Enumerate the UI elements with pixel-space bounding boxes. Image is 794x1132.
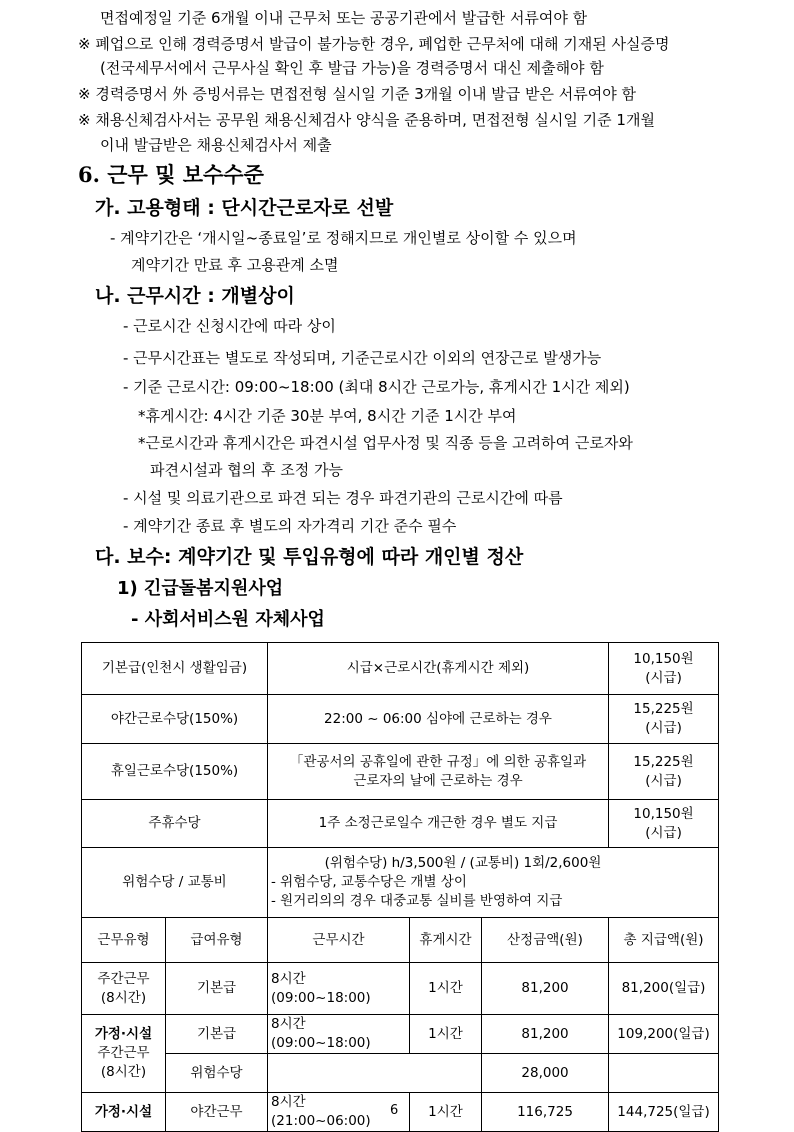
- calc-amount: 28,000: [482, 1054, 609, 1093]
- text-line: (전국세무서에서 근무사실 확인 후 발급 가능)을 경력증명서 대신 제출해야 함: [100, 59, 604, 77]
- table-row: [82, 1015, 719, 1054]
- subsection-heading: 가. 고용형태 : 단시간근로자로 선발: [95, 197, 394, 219]
- total-amount: 81,200(일급): [609, 963, 719, 1015]
- pay-item-amount: 10,150원 (시급): [609, 643, 719, 695]
- pay-item-name: 주휴수당: [82, 800, 268, 848]
- text-line: 면접예정일 기준 6개월 이내 근무처 또는 공공기관에서 발급한 서류여야 함: [100, 9, 588, 27]
- column-header: 근무유형: [82, 918, 166, 963]
- table-header-row: [82, 918, 719, 963]
- rest-time: 1시간: [410, 963, 482, 1015]
- table-row: [82, 1093, 719, 1132]
- table-row: [82, 848, 719, 918]
- column-header: 산정금액(원): [482, 918, 609, 963]
- work-type: 주간근무 (8시간): [82, 963, 166, 1015]
- work-type: 가정·시설: [82, 1093, 166, 1132]
- column-header: 급여유형: [166, 918, 268, 963]
- table-row: [82, 963, 719, 1015]
- pay-item-desc: 1주 소정근로일수 개근한 경우 별도 지급: [268, 800, 609, 848]
- total-amount: 109,200(일급): [609, 1015, 719, 1054]
- work-hours: 8시간 (09:00~18:00): [268, 1015, 410, 1054]
- section-heading: 6. 근무 및 보수수준: [78, 162, 264, 187]
- item-heading: 1) 긴급돌봄지원사업: [117, 578, 284, 599]
- text-line: - 계약기간 종료 후 별도의 자가격리 기간 준수 필수: [123, 517, 457, 535]
- text-line: *근로시간과 휴게시간은 파견시설 업무사정 및 직종 등을 고려하여 근로자와: [138, 434, 633, 452]
- pay-item-desc: 시급×근로시간(휴게시간 제외): [268, 643, 609, 695]
- work-hours: 8시간 (09:00~18:00): [268, 963, 410, 1015]
- pay-item-desc: 22:00 ~ 06:00 심야에 근로하는 경우: [268, 695, 609, 744]
- rest-time: 1시간: [410, 1015, 482, 1054]
- table-row: [82, 800, 719, 848]
- column-header: 휴게시간: [410, 918, 482, 963]
- text-line: - 시설 및 의료기관으로 파견 되는 경우 파견기관의 근로시간에 따름: [123, 489, 563, 507]
- calc-amount: 116,725: [482, 1093, 609, 1132]
- table-row: [82, 1054, 719, 1093]
- text-line: 파견시설과 협의 후 조정 가능: [150, 461, 343, 479]
- note-line: ※ 폐업으로 인해 경력증명서 발급이 불가능한 경우, 폐업한 근무처에 대해 기재된 사실증명: [78, 35, 670, 53]
- item-heading: - 사회서비스원 자체사업: [131, 609, 325, 630]
- pay-item-name: 위험수당 / 교통비: [82, 848, 268, 918]
- work-hours: 8시간 (21:00~06:00): [268, 1093, 410, 1132]
- pay-item-amount: 10,150원 (시급): [609, 800, 719, 848]
- pay-item-desc: 「관공서의 공휴일에 관한 규정」에 의한 공휴일과 근로자의 날에 근로하는 경우: [268, 744, 609, 800]
- note-line: ※ 경력증명서 外 증빙서류는 면접전형 실시일 기준 3개월 이내 발급 받은 서류여야 함: [78, 85, 637, 103]
- text-line: 이내 발급받은 채용신체검사서 제출: [100, 136, 332, 154]
- pay-type: 위험수당: [166, 1054, 268, 1093]
- column-header: 총 지급액(원): [609, 918, 719, 963]
- subsection-heading: 다. 보수: 계약기간 및 투입유형에 따라 개인별 정산: [95, 546, 524, 568]
- text-line: *휴게시간: 4시간 기준 30분 부여, 8시간 기준 1시간 부여: [138, 407, 517, 425]
- empty-cell: [268, 1054, 482, 1093]
- text-line: - 기준 근로시간: 09:00~18:00 (최대 8시간 근로가능, 휴게시간 1시간 제외): [123, 378, 630, 396]
- note-line: ※ 채용신체검사서는 공무원 채용신체검사 양식을 준용하며, 면접전형 실시일 기준 1개월: [78, 111, 655, 129]
- pay-type: 기본급: [166, 1015, 268, 1054]
- table-row: [82, 695, 719, 744]
- column-header: 근무시간: [268, 918, 410, 963]
- rest-time: 1시간: [410, 1093, 482, 1132]
- pay-item-name: 휴일근로수당(150%): [82, 744, 268, 800]
- text-line: - 근무시간표는 별도로 작성되며, 기준근로시간 이외의 연장근로 발생가능: [123, 349, 602, 367]
- text-line: 계약기간 만료 후 고용관계 소멸: [131, 256, 339, 274]
- pay-table: [81, 642, 719, 1132]
- pay-item-name: 야간근로수당(150%): [82, 695, 268, 744]
- total-amount: 144,725(일급): [609, 1093, 719, 1132]
- calc-amount: 81,200: [482, 1015, 609, 1054]
- pay-item-name: 기본급(인천시 생활임금): [82, 643, 268, 695]
- pay-item-amount: 15,225원 (시급): [609, 744, 719, 800]
- empty-cell: [609, 1054, 719, 1093]
- text-line: - 계약기간은 ‘개시일~종료일’로 정해지므로 개인별로 상이할 수 있으며: [110, 229, 577, 247]
- page-number: 6: [390, 1103, 399, 1118]
- table-row: [82, 744, 719, 800]
- text-line: - 근로시간 신청시간에 따라 상이: [123, 317, 336, 335]
- pay-type: 야간근무: [166, 1093, 268, 1132]
- table-row: [82, 643, 719, 695]
- subsection-heading: 나. 근무시간 : 개별상이: [95, 285, 295, 307]
- pay-type: 기본급: [166, 963, 268, 1015]
- pay-item-amount: 15,225원 (시급): [609, 695, 719, 744]
- pay-item-desc: (위험수당) h/3,500원 / (교통비) 1회/2,600원 - 위험수당, 교통수당은 개별 상이 - 원거리의의 경우 대중교통 실비를 반영하여 지급: [268, 848, 719, 918]
- work-type: 가정·시설 주간근무 (8시간): [82, 1015, 166, 1093]
- calc-amount: 81,200: [482, 963, 609, 1015]
